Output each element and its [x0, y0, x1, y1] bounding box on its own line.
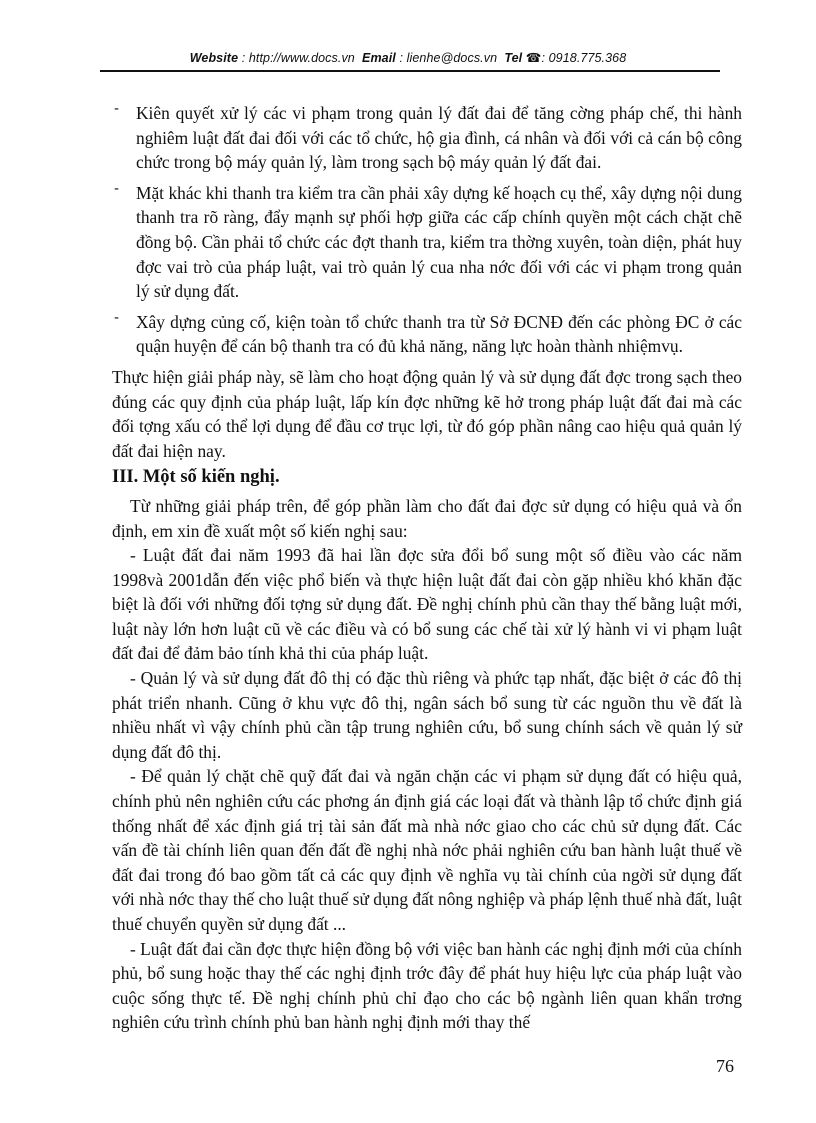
bullet-marker: -	[114, 309, 120, 326]
section-heading: III. Một số kiến nghị.	[112, 467, 280, 488]
tel-label: Tel	[504, 51, 523, 65]
bullet-marker: -	[114, 101, 120, 117]
recommendation-item: - Để quản lý chặt chẽ quỹ đất đai và ngăn chặn các vi phạm sử dụng đất có hiệu quả, chính phủ nên nghiên cứu các phơng án định giá các loại đất và thành lập tổ chức định giá thống nhất để xác định giá trị tài sản đất mà nhà nớc giao cho các chủ sử dụng đất. Các vấn đề tài chính liên quan đến đất đề nghị nhà nớc phải nghiên cứu ban hành luật thuế về đất đai trong đó bao gồm tất cả các quy định về nghĩa vụ tài chính của ngời sử dụng đất với nhà nớc thay thế cho luật thuế sử dụng đất nông nghiệp và pháp lệnh thuế nhà đất, luật thuế chuyển quyền sử dụng đất ...	[112, 766, 742, 934]
recommendation-item: - Luật đất đai năm 1993 đã hai lần đợc sửa đổi bổ sung một số điều vào các năm 1998và 2001dẫn đến việc phổ biến và thực hiện luật đất đai còn gặp nhiều khó khăn đặc biệt là đối với những đối tợng sử dụng đất. Đề nghị chính phủ cần thay thế bằng luật mới, luật này lớn hơn luật cũ về các điều và có bổ sung các chế tài xử lý hành vi vi phạm luật đất đai để đảm bảo tính khả thi của pháp luật.	[112, 545, 742, 664]
header-divider	[100, 70, 720, 72]
website-value: : http://www.docs.vn	[241, 51, 355, 65]
phone-icon: ☎	[525, 51, 542, 65]
tel-value: : 0918.775.368	[541, 51, 627, 65]
document-body	[112, 101, 742, 1035]
intro-paragraph: Từ những giải pháp trên, để góp phần làm cho đất đai đợc sử dụng có hiệu quả và ổn định, em xin đề xuất một số kiến nghị sau:	[112, 495, 742, 541]
recommendation-item: - Luật đất đai cần đợc thực hiện đồng bộ với việc ban hành các nghị định mới của chính phủ, bổ sung hoặc thay thế các nghị định trớc đây để phát huy hiệu lực của pháp luật vào cuộc sống thực tế. Đề nghị chính phủ chỉ đạo cho các bộ ngành liên quan khẩn trơng nghiên cứu trình chính phủ ban hành nghị định mới thay thế	[112, 938, 742, 1033]
bullet-marker: -	[114, 180, 120, 197]
bullet-text: Mặt khác khi thanh tra kiểm tra cần phải xây dựng kế hoạch cụ thể, xây dựng nội dung thanh tra rõ ràng, đẩy mạnh sự phối hợp giữa các cấp chính quyền một cách chặt chẽ đồng bộ. Cần phải tổ chức các đợt thanh tra, kiểm tra thờng xuyên, toàn diện, phát huy đợc vai trò của pháp luật, vai trò quản lý cua nha nớc đối với các vi phạm trong quản lý sử dụng đất.	[136, 182, 742, 302]
bullet-item	[112, 101, 742, 175]
email-label: Email	[362, 51, 396, 65]
bullet-item	[112, 181, 742, 304]
page-header	[60, 50, 756, 65]
page-number: 76	[716, 1056, 734, 1076]
bullet-text: Kiên quyết xử lý các vi phạm trong quản lý đất đai để tăng cờng pháp chế, thi hành nghiêm luật đất đai đối với các tổ chức, hộ gia đình, cá nhân và đối với cả cán bộ công chức trong bộ máy quản lý, làm trong sạch bộ máy quản lý đất đai.	[136, 103, 742, 173]
website-label: Website	[189, 51, 239, 65]
bullet-item	[112, 310, 742, 359]
bullet-text: Xây dựng củng cố, kiện toàn tổ chức thanh tra từ Sở ĐCNĐ đến các phòng ĐC ở các quận huyện để cán bộ thanh tra có đủ khả năng, năng lực hoàn thành nhiệmvụ.	[136, 311, 742, 357]
summary-paragraph: Thực hiện giải pháp này, sẽ làm cho hoạt động quản lý và sử dụng đất đợc trong sạch theo đúng các quy định của pháp luật, lấp kín đợc những kẽ hở trong pháp luật đất đai mà các đối tợng xấu có thể lợi dụng để đầu cơ trục lợi, từ đó góp phần nâng cao hiệu quả quản lý đất đai hiện nay.	[112, 366, 742, 461]
email-value: : lienhe@docs.vn	[399, 51, 498, 65]
recommendation-item: - Quản lý và sử dụng đất đô thị có đặc thù riêng và phức tạp nhất, đặc biệt ở các đô thị phát triển nhanh. Cũng ở khu vực đô thị, ngân sách bổ sung từ các nguồn thu về đất là nhiều nhất vì vậy chính phủ cần tập trung nghiên cứu, bổ sung chính sách về quản lý sử dụng đất đô thị.	[112, 668, 742, 762]
